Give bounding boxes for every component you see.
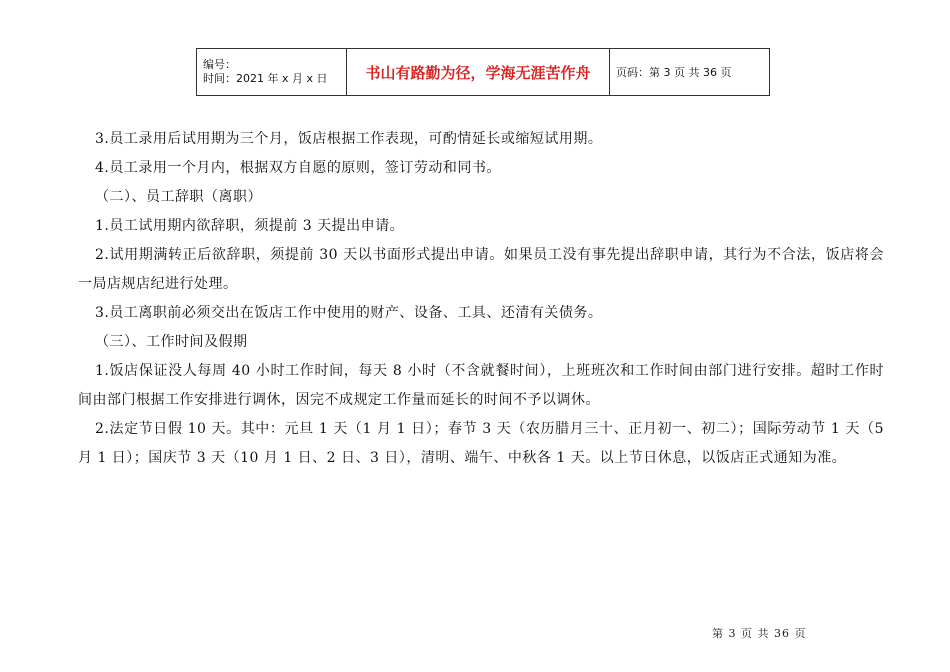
paragraph: 1.饭店保证没人每周 40 小时工作时间，每天 8 小时（不含就餐时间），上班班次和工作时间由部门进行安排。超时工作时间由部门根据工作安排进行调休，因完不成规定工作量而延长的时间不予以调休。 (78, 363, 884, 408)
section-heading: （二）、员工辞职（离职） (95, 189, 262, 205)
header-motto: 书山有路勤为径，学海无涯苦作舟 (365, 63, 591, 82)
paragraph: 2.法定节日假 10 天。其中：元旦 1 天（1 月 1 日）；春节 3 天（农历腊月三十、正月初一、初二）；国际劳动节 1 天（5 月 1 日）；国庆节 3 天（10 月 1 日、2 日、3 日），清明、端午、中秋各 1 天。以上节日休息，以饭店正式通知为准。 (78, 421, 884, 466)
document-body (78, 125, 884, 473)
header-page-info: 页码：第 3 页 共 36 页 (616, 66, 732, 79)
paragraph: 2.试用期满转正后欲辞职，须提前 30 天以书面形式提出申请。如果员工没有事先提出辞职申请，其行为不合法，饭店将会一局店规店纪进行处理。 (78, 247, 884, 292)
header-meta-cell (197, 49, 347, 96)
header-page-cell (610, 49, 770, 96)
header-motto-cell (347, 49, 610, 96)
header-table (196, 48, 770, 96)
paragraph: 4.员工录用一个月内，根据双方自愿的原则，签订劳动和同书。 (95, 160, 501, 176)
paragraph: 3.员工离职前必须交出在饭店工作中使用的财产、设备、工具、还清有关债务。 (95, 305, 603, 321)
paragraph: 1.员工试用期内欲辞职，须提前 3 天提出申请。 (95, 218, 405, 234)
document-date: 时间：2021 年 x 月 x 日 (203, 72, 328, 85)
paragraph: 3.员工录用后试用期为三个月，饭店根据工作表现，可酌情延长或缩短试用期。 (95, 131, 603, 147)
page-footer: 第 3 页 共 36 页 (712, 627, 807, 640)
document-number-label: 编号： (203, 58, 236, 71)
section-heading: （三）、工作时间及假期 (95, 334, 248, 350)
